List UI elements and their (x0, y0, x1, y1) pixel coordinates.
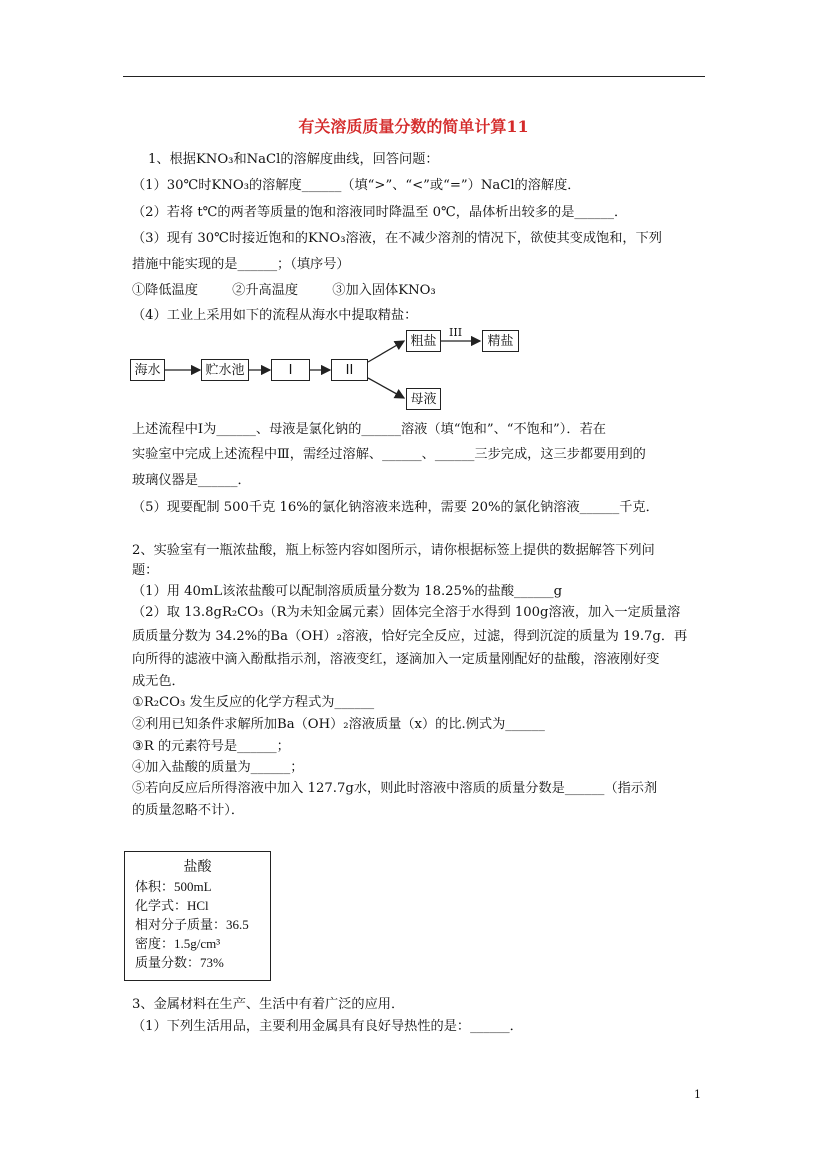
q1-part3-line2: 措施中能实现的是______；（填序号） (132, 257, 350, 272)
q1-part5: （5）现要配制 500千克 16%的氯化钠溶液来选种，需要 20%的氯化钠溶液______千克． (132, 500, 659, 515)
q2-intro-line2: 题： (132, 563, 159, 578)
q3-intro: 3、金属材料在生产、生活中有着广泛的应用． (132, 997, 405, 1012)
q2-part2-line2: 质质量分数为 34.2%的Ba（OH）₂溶液，恰好完全反应，过滤，得到沉淀的质量为 19.7g．再 (132, 629, 688, 644)
q2-sub2: ②利用已知条件求解所加Ba（OH）₂溶液质量（x）的比.例式为______ (132, 717, 545, 732)
q2-part2-line3: 向所得的滤液中滴入酚酞指示剂，溶液变红，逐滴加入一定质量刚配好的盐酸，溶液刚好变 (132, 652, 660, 667)
q3-part1: （1）下列生活用品，主要利用金属具有良好导热性的是：______． (132, 1019, 523, 1034)
q1-part4-line2: 实验室中完成上述流程中Ⅲ，需经过溶解、______、______三步完成，这三步都要用到的 (132, 447, 646, 462)
q1-part2: （2）若将 t℃的两者等质量的饱和溶液同时降温至 0℃，晶体析出较多的是______． (132, 205, 628, 220)
q1-part3-line1: （3）现有 30℃时接近饱和的KNO₃溶液，在不减少溶剂的情况下，欲使其变成饱和，下列 (132, 231, 662, 246)
flow-seawater-box: 海水 (130, 359, 165, 381)
q1-option-1: ①降低温度 (132, 283, 198, 298)
label-mass-fraction: 质量分数：73% (135, 955, 224, 970)
label-formula: 化学式：HCl (135, 898, 209, 913)
flow-refined-salt-box: 精盐 (482, 330, 519, 352)
q1-part4-line3: 玻璃仪器是______． (132, 473, 251, 488)
flow-mother-liquor-box: 母液 (406, 388, 441, 410)
q1-part4: （4）工业上采用如下的流程从海水中提取精盐： (132, 308, 418, 323)
flow-step3-label: III (449, 326, 463, 339)
label-volume: 体积：500mL (135, 879, 212, 894)
flow-diagram-arrows (0, 0, 827, 420)
q2-sub3: ③R 的元素符号是______； (132, 739, 290, 754)
q2-intro-line1: 2、实验室有一瓶浓盐酸，瓶上标签内容如图所示，请你根据标签上提供的数据解答下列问 (132, 543, 655, 558)
q1-part1: （1）30℃时KNO₃的溶解度______（填“>”、“<”或“=”）NaCl的溶解度． (132, 178, 581, 193)
page-title: 有关溶质质量分数的简单计算11 (298, 117, 529, 136)
q2-sub4: ④加入盐酸的质量为______； (132, 760, 304, 775)
flow-crude-salt-box: 粗盐 (406, 330, 441, 352)
page-number: 1 (694, 1088, 701, 1101)
q1-intro: 1、根据KNO₃和NaCl的溶解度曲线，回答问题： (148, 152, 439, 167)
q2-sub1: ①R₂CO₃ 发生反应的化学方程式为______ (132, 695, 375, 710)
q2-sub5-line2: 的质量忽略不计）． (132, 803, 245, 818)
q2-part2-line4: 成无色． (132, 674, 185, 689)
q1-part4-line1: 上述流程中Ⅰ为______、母液是氯化钠的______溶液（填“饱和”、“不饱和”）．若在 (132, 422, 606, 437)
label-name: 盐酸 (183, 860, 212, 875)
q2-sub5-line1: ⑤若向反应后所得溶液中加入 127.7g水，则此时溶液中溶质的质量分数是______（指示剂 (132, 781, 658, 796)
q1-option-2: ②升高温度 (232, 283, 299, 298)
flow-pond-box: 贮水池 (201, 359, 249, 381)
q1-option-3: ③加入固体KNO₃ (332, 283, 436, 298)
q2-part1: （1）用 40mL该浓盐酸可以配制溶质质量分数为 18.25%的盐酸______g (132, 584, 563, 599)
hcl-label-card (124, 851, 271, 981)
label-molar-mass: 相对分子质量：36.5 (135, 917, 249, 932)
label-density: 密度：1.5g/cm³ (135, 936, 221, 951)
flow-step1-box: I (271, 359, 310, 381)
q2-part2-line1: （2）取 13.8gR₂CO₃（R为未知金属元素）固体完全溶于水得到 100g溶液，加入一定质量溶 (132, 605, 681, 620)
flow-step2-box: II (331, 359, 368, 381)
